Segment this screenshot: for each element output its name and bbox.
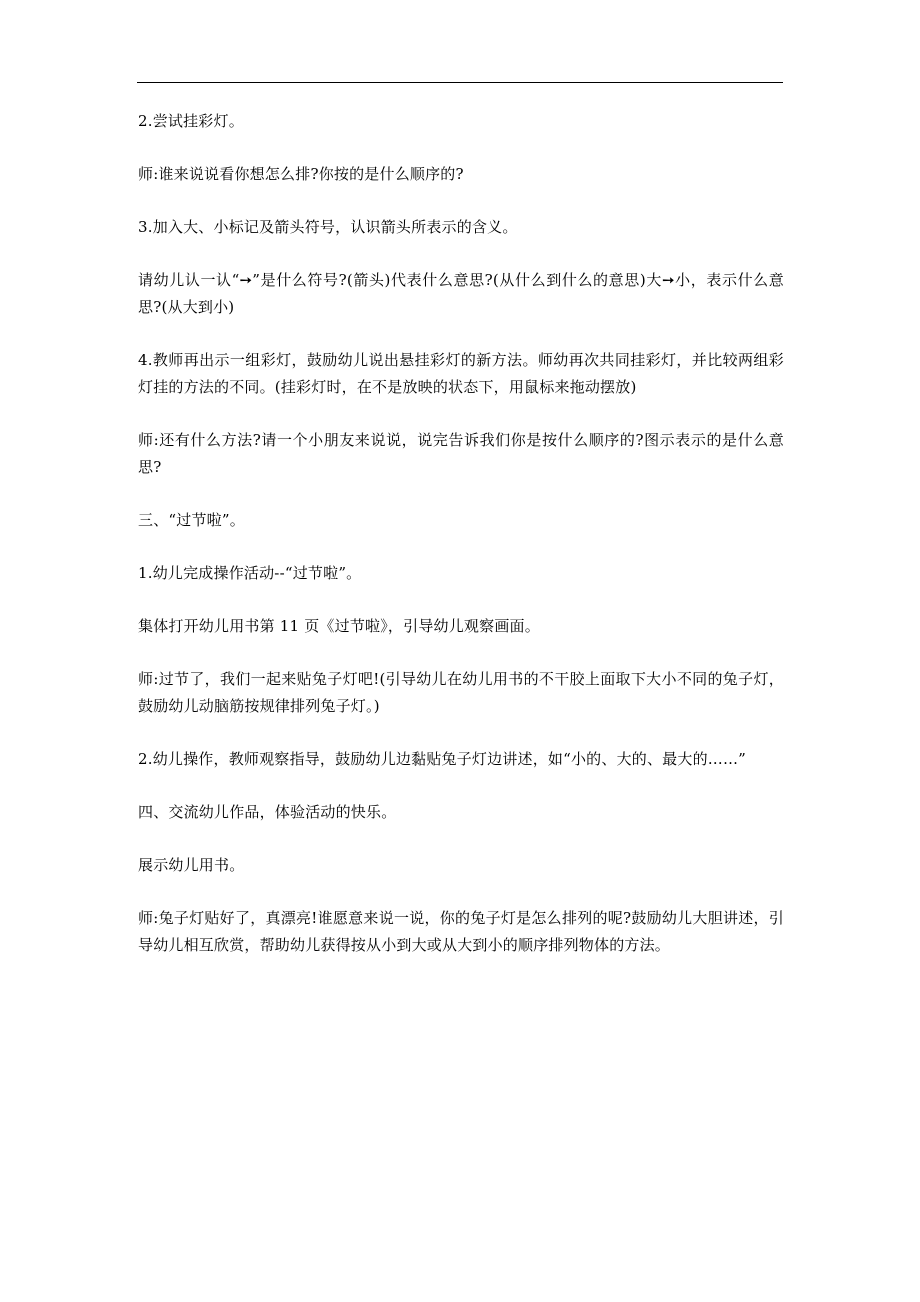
paragraph-gap [138, 481, 784, 507]
document-body [138, 108, 784, 959]
paragraph-step-2-title: 2.尝试挂彩灯。 [138, 112, 244, 130]
paragraph-gap [138, 241, 784, 267]
paragraph-gap [138, 135, 784, 161]
paragraph-teacher-other-methods: 师:还有什么方法?请一个小朋友来说说，说完告诉我们你是按什么顺序的?图示表示的是什么意思? [138, 431, 784, 476]
paragraph-teacher-question-order: 师:谁来说说看你想怎么排?你按的是什么顺序的? [138, 165, 464, 183]
paragraph-gap [138, 321, 784, 347]
paragraph-show-book: 展示幼儿用书。 [138, 856, 245, 874]
paragraph-gap [138, 640, 784, 666]
paragraph-step-3-title: 3.加入大、小标记及箭头符号，认识箭头所表示的含义。 [138, 218, 518, 236]
section-three-heading: 三、“过节啦”。 [138, 511, 245, 529]
paragraph-step-4-title: 4.教师再出示一组彩灯，鼓励幼儿说出悬挂彩灯的新方法。师幼再次共同挂彩灯，并比较两组彩灯挂的方法的不同。(挂彩灯时，在不是放映的状态下，用鼠标来拖动摆放) [138, 351, 784, 396]
paragraph-arrow-meaning: 请幼儿认一认“➙”是什么符号?(箭头)代表什么意思?(从什么到什么的意思)大➙小，表示什么意思?(从大到小) [138, 271, 784, 316]
paragraph-gap [138, 773, 784, 799]
paragraph-gap [138, 188, 784, 214]
header-rule [137, 82, 783, 83]
paragraph-gap [138, 534, 784, 560]
paragraph-rabbit-lantern-instruction: 师:过节了，我们一起来贴兔子灯吧!(引导幼儿在幼儿用书的不干胶上面取下大小不同的兔子灯，鼓励幼儿动脑筋按规律排列兔子灯。) [138, 670, 784, 715]
paragraph-closing-discussion: 师:兔子灯贴好了，真漂亮!谁愿意来说一说，你的兔子灯是怎么排列的呢?鼓励幼儿大胆讲述，引导幼儿相互欣赏，帮助幼儿获得按从小到大或从大到小的顺序排列物体的方法。 [138, 909, 784, 954]
paragraph-gap [138, 401, 784, 427]
paragraph-gap [138, 879, 784, 905]
paragraph-activity-1-title: 1.幼儿完成操作活动--“过节啦”。 [138, 564, 362, 582]
paragraph-gap [138, 720, 784, 746]
section-four-heading: 四、交流幼儿作品，体验活动的快乐。 [138, 803, 397, 821]
paragraph-gap [138, 826, 784, 852]
paragraph-open-book: 集体打开幼儿用书第 11 页《过节啦》，引导幼儿观察画面。 [138, 617, 540, 635]
paragraph-activity-2: 2.幼儿操作，教师观察指导，鼓励幼儿边黏贴兔子灯边讲述，如“小的、大的、最大的……” [138, 750, 747, 768]
paragraph-gap [138, 587, 784, 613]
